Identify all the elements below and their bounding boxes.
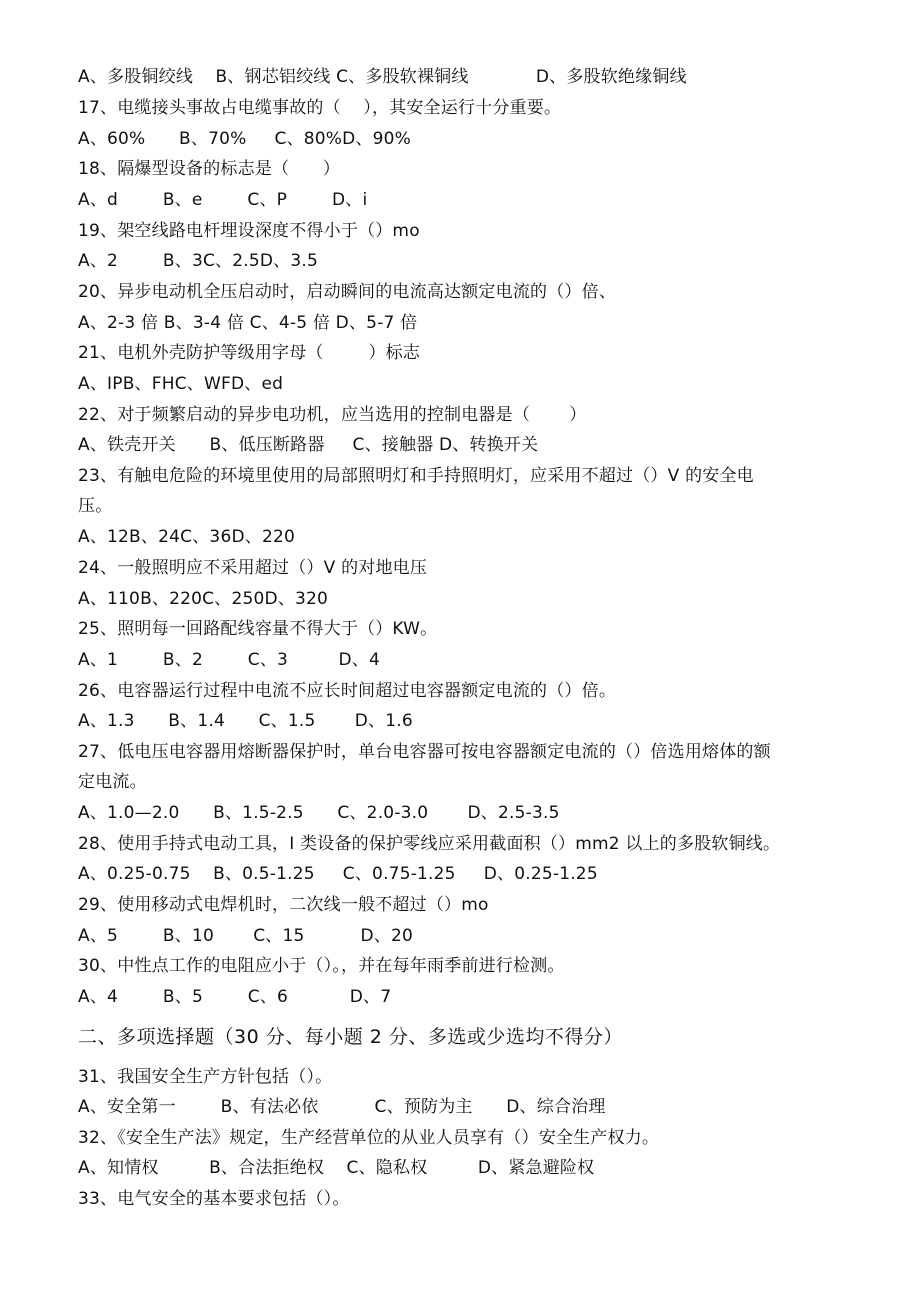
- question-25: 25、照明每一回路配线容量不得大于（）KW。: [78, 619, 438, 639]
- option-line-q16: A、多股铜绞线 B、钢芯铝绞线 C、多股软裸铜线 D、多股软绝缘铜线: [78, 67, 687, 87]
- question-19: 19、架空线路电杆埋设深度不得小于（）mo: [78, 221, 420, 241]
- options-29: A、5 B、10 C、15 D、20: [78, 926, 414, 946]
- options-31: A、安全第一 B、有法必依 C、预防为主 D、综合治理: [78, 1097, 606, 1117]
- question-33: 33、电气安全的基本要求包括（）。: [78, 1189, 350, 1209]
- section-heading-multiple-choice: 二、多项选择题（30 分、每小题 2 分、多选或少选均不得分）: [78, 1026, 623, 1048]
- options-28: A、0.25-0.75 B、0.5-1.25 C、0.75-1.25 D、0.25-1.25: [78, 864, 598, 884]
- question-30: 30、中性点工作的电阻应小于（）。，并在每年雨季前进行检测。: [78, 956, 565, 976]
- options-27: A、1.0—2.0 B、1.5-2.5 C、2.0-3.0 D、2.5-3.5: [78, 803, 560, 823]
- options-32: A、知情权 B、合法拒绝权 C、隐私权 D、紧急避险权: [78, 1158, 595, 1178]
- options-20: A、2-3 倍 B、3-4 倍 C、4-5 倍 D、5-7 倍: [78, 313, 418, 333]
- question-29: 29、使用移动式电焊机时，二次线一般不超过（）mo: [78, 895, 489, 915]
- question-28: 28、使用手持式电动工具，I 类设备的保护零线应采用截面积（）mm2 以上的多股软铜线。: [78, 834, 781, 854]
- question-31: 31、我国安全生产方针包括（）。: [78, 1067, 333, 1087]
- question-21: 21、电机外壳防护等级用字母（ ）标志: [78, 343, 421, 363]
- options-30: A、4 B、5 C、6 D、7: [78, 987, 392, 1007]
- question-23: 23、有触电危险的环境里使用的局部照明灯和手持照明灯，应采用不超过（）V 的安全电: [78, 466, 754, 486]
- options-22: A、铁壳开关 B、低压断路器 C、接触器 D、转换开关: [78, 435, 539, 455]
- options-24: A、110B、220C、250D、320: [78, 589, 329, 609]
- question-32: 32、《安全生产法》规定，生产经营单位的从业人员享有（）安全生产权力。: [78, 1128, 660, 1148]
- question-18: 18、隔爆型设备的标志是（ ）: [78, 159, 341, 179]
- question-17: 17、电缆接头事故占电缆事故的（ ），其安全运行十分重要。: [78, 98, 562, 118]
- options-26: A、1.3 B、1.4 C、1.5 D、1.6: [78, 711, 413, 731]
- options-25: A、1 B、2 C、3 D、4: [78, 650, 381, 670]
- options-19: A、2 B、3C、2.5D、3.5: [78, 251, 318, 271]
- options-21: A、IPB、FHC、WFD、ed: [78, 374, 284, 394]
- question-26: 26、电容器运行过程中电流不应长时间超过电容器额定电流的（）倍。: [78, 681, 617, 701]
- question-23-cont: 压。: [78, 496, 113, 516]
- options-18: A、d B、e C、P D、i: [78, 190, 368, 210]
- question-20: 20、异步电动机全压启动时，启动瞬间的电流高达额定电流的（）倍、: [78, 282, 617, 302]
- options-17: A、60% B、70% C、80%D、90%: [78, 129, 412, 149]
- question-22: 22、对于频繁启动的异步电功机，应当选用的控制电器是（ ）: [78, 405, 587, 425]
- options-23: A、12B、24C、36D、220: [78, 527, 295, 547]
- question-27-cont: 定电流。: [78, 772, 147, 792]
- question-24: 24、一般照明应不采用超过（）V 的对地电压: [78, 558, 428, 578]
- question-27: 27、低电压电容器用熔断器保护时，单台电容器可按电容器额定电流的（）倍选用熔体的额: [78, 742, 771, 762]
